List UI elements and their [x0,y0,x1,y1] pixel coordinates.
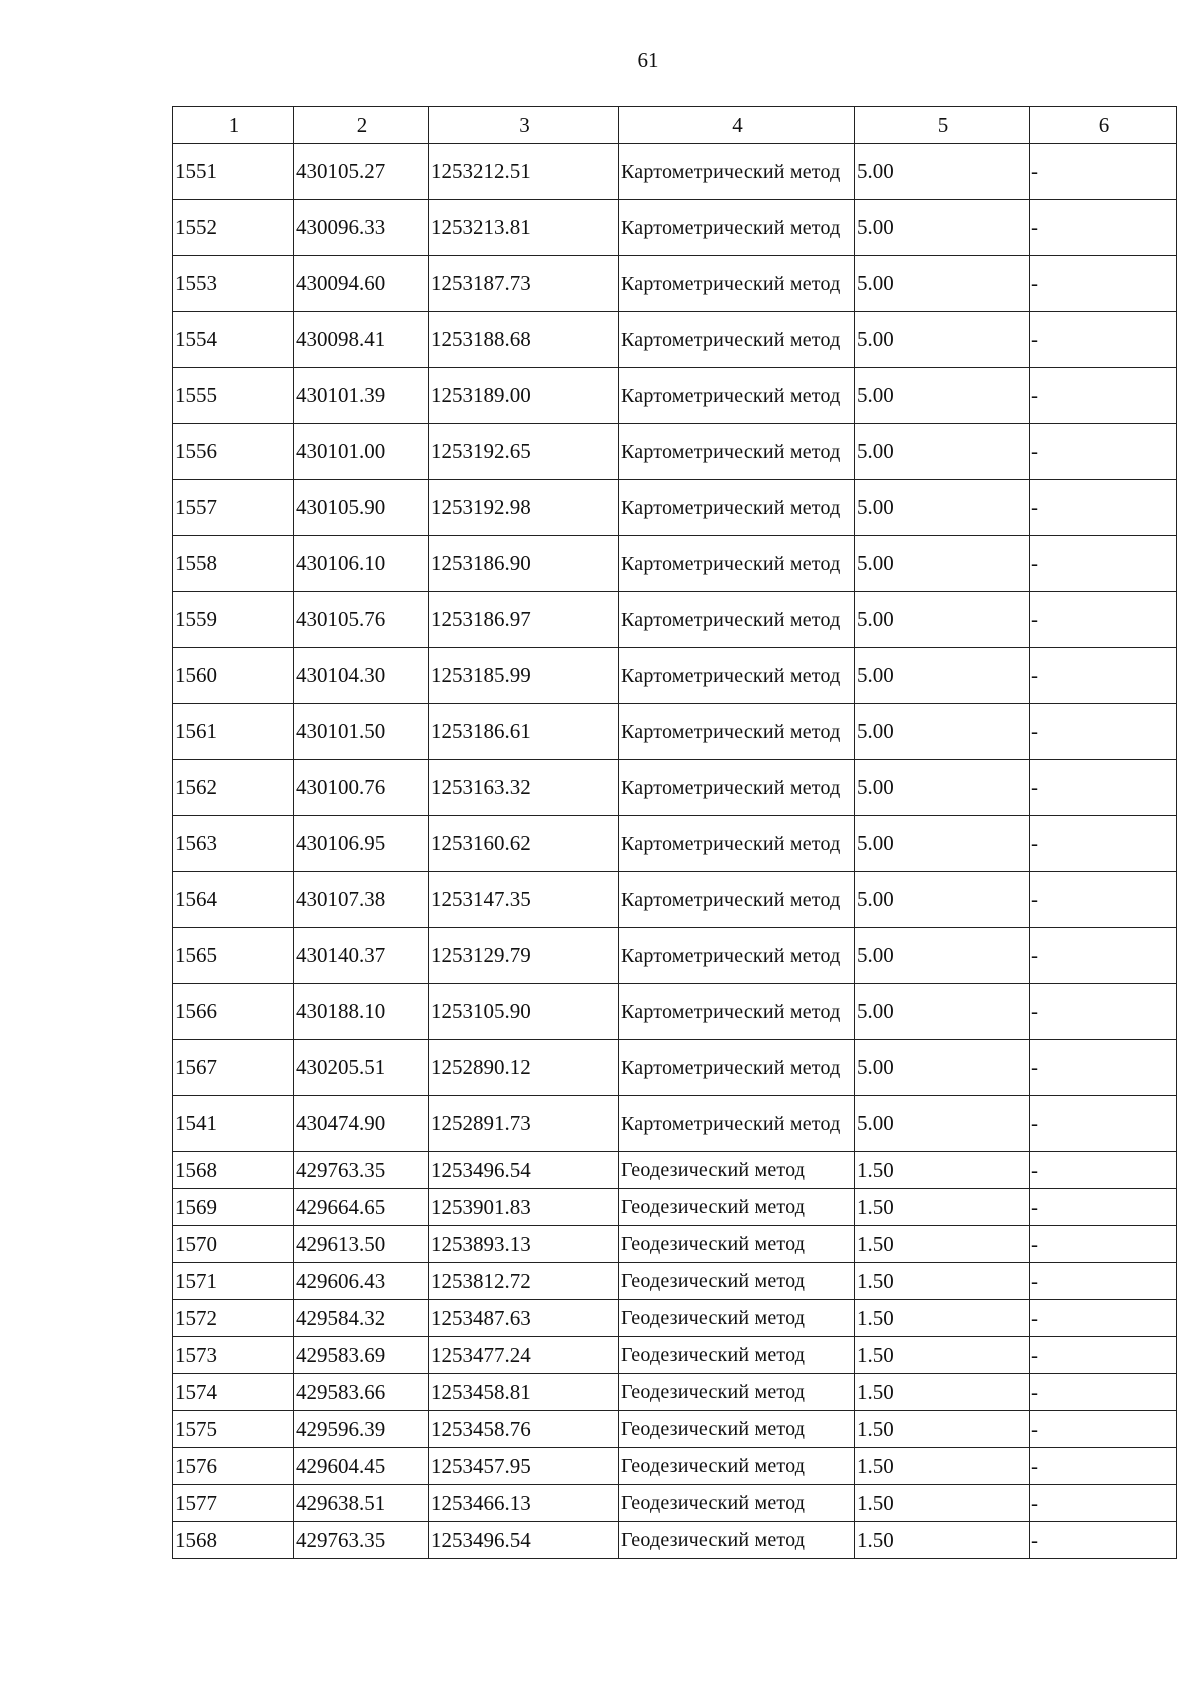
cell-accuracy: 5.00 [855,536,1030,592]
cell-coordinate-x: 430106.95 [294,816,429,872]
cell-accuracy: 5.00 [855,480,1030,536]
cell-method: Геодезический метод [619,1411,855,1448]
table-row [173,1040,1177,1096]
cell-note: - [1030,424,1177,480]
cell-accuracy: 5.00 [855,256,1030,312]
cell-coordinate-x: 430105.27 [294,144,429,200]
cell-point-number: 1576 [173,1448,294,1485]
table-row [173,760,1177,816]
coordinates-table [172,106,1177,1559]
cell-accuracy: 5.00 [855,760,1030,816]
cell-accuracy: 5.00 [855,1096,1030,1152]
cell-accuracy: 1.50 [855,1448,1030,1485]
cell-coordinate-y: 1253185.99 [429,648,619,704]
cell-method: Картометрический метод [619,816,855,872]
cell-coordinate-y: 1253496.54 [429,1522,619,1559]
cell-accuracy: 5.00 [855,424,1030,480]
cell-method: Картометрический метод [619,200,855,256]
cell-point-number: 1574 [173,1374,294,1411]
cell-coordinate-y: 1253189.00 [429,368,619,424]
cell-coordinate-y: 1253893.13 [429,1226,619,1263]
table-row [173,1096,1177,1152]
cell-coordinate-y: 1253105.90 [429,984,619,1040]
table-row [173,144,1177,200]
cell-method: Картометрический метод [619,144,855,200]
cell-coordinate-x: 430096.33 [294,200,429,256]
cell-coordinate-x: 430105.90 [294,480,429,536]
header-col-3: 3 [429,107,619,144]
cell-accuracy: 5.00 [855,144,1030,200]
cell-point-number: 1577 [173,1485,294,1522]
page-number: 61 [637,48,659,72]
cell-coordinate-x: 430101.39 [294,368,429,424]
cell-note: - [1030,704,1177,760]
cell-point-number: 1568 [173,1522,294,1559]
cell-point-number: 1559 [173,592,294,648]
cell-accuracy: 1.50 [855,1152,1030,1189]
table-row [173,592,1177,648]
cell-accuracy: 5.00 [855,928,1030,984]
cell-note: - [1030,312,1177,368]
cell-point-number: 1552 [173,200,294,256]
cell-point-number: 1554 [173,312,294,368]
cell-accuracy: 1.50 [855,1337,1030,1374]
cell-coordinate-y: 1253213.81 [429,200,619,256]
cell-method: Геодезический метод [619,1226,855,1263]
table-row [173,984,1177,1040]
cell-coordinate-y: 1253186.90 [429,536,619,592]
table-row [173,1374,1177,1411]
cell-coordinate-x: 429584.32 [294,1300,429,1337]
table-row [173,1485,1177,1522]
cell-coordinate-x: 429613.50 [294,1226,429,1263]
table-row [173,200,1177,256]
cell-coordinate-x: 429583.69 [294,1337,429,1374]
cell-point-number: 1541 [173,1096,294,1152]
cell-coordinate-x: 429596.39 [294,1411,429,1448]
cell-note: - [1030,1374,1177,1411]
table-body [173,144,1177,1559]
cell-point-number: 1575 [173,1411,294,1448]
cell-point-number: 1564 [173,872,294,928]
cell-accuracy: 1.50 [855,1522,1030,1559]
cell-note: - [1030,256,1177,312]
cell-note: - [1030,200,1177,256]
table-row [173,256,1177,312]
cell-coordinate-y: 1253212.51 [429,144,619,200]
cell-accuracy: 5.00 [855,1040,1030,1096]
cell-accuracy: 5.00 [855,368,1030,424]
cell-coordinate-x: 430105.76 [294,592,429,648]
cell-note: - [1030,1226,1177,1263]
table-row [173,312,1177,368]
cell-method: Картометрический метод [619,424,855,480]
cell-point-number: 1573 [173,1337,294,1374]
cell-method: Геодезический метод [619,1522,855,1559]
cell-point-number: 1553 [173,256,294,312]
cell-coordinate-x: 430101.00 [294,424,429,480]
table-row [173,1300,1177,1337]
cell-coordinate-x: 430205.51 [294,1040,429,1096]
cell-point-number: 1556 [173,424,294,480]
coordinates-table-container [172,106,1176,1559]
cell-coordinate-x: 430140.37 [294,928,429,984]
cell-point-number: 1561 [173,704,294,760]
cell-accuracy: 1.50 [855,1374,1030,1411]
cell-note: - [1030,1337,1177,1374]
cell-coordinate-x: 430107.38 [294,872,429,928]
cell-method: Картометрический метод [619,984,855,1040]
cell-accuracy: 5.00 [855,872,1030,928]
cell-coordinate-x: 430474.90 [294,1096,429,1152]
cell-accuracy: 1.50 [855,1263,1030,1300]
cell-coordinate-x: 430106.10 [294,536,429,592]
cell-method: Картометрический метод [619,256,855,312]
cell-note: - [1030,1189,1177,1226]
cell-point-number: 1567 [173,1040,294,1096]
cell-coordinate-y: 1253129.79 [429,928,619,984]
cell-accuracy: 5.00 [855,648,1030,704]
table-row [173,1522,1177,1559]
cell-coordinate-y: 1253163.32 [429,760,619,816]
cell-note: - [1030,648,1177,704]
cell-accuracy: 5.00 [855,200,1030,256]
cell-note: - [1030,1448,1177,1485]
cell-coordinate-y: 1252890.12 [429,1040,619,1096]
cell-point-number: 1562 [173,760,294,816]
cell-point-number: 1568 [173,1152,294,1189]
cell-coordinate-y: 1253192.65 [429,424,619,480]
table-row [173,872,1177,928]
cell-accuracy: 5.00 [855,592,1030,648]
cell-coordinate-y: 1253457.95 [429,1448,619,1485]
cell-method: Геодезический метод [619,1263,855,1300]
cell-point-number: 1569 [173,1189,294,1226]
cell-method: Картометрический метод [619,760,855,816]
cell-method: Картометрический метод [619,928,855,984]
cell-note: - [1030,1300,1177,1337]
cell-note: - [1030,1411,1177,1448]
cell-method: Геодезический метод [619,1152,855,1189]
cell-accuracy: 1.50 [855,1300,1030,1337]
cell-coordinate-y: 1253192.98 [429,480,619,536]
table-row [173,368,1177,424]
cell-method: Картометрический метод [619,368,855,424]
cell-method: Геодезический метод [619,1485,855,1522]
cell-method: Картометрический метод [619,704,855,760]
table-row [173,1152,1177,1189]
cell-accuracy: 1.50 [855,1485,1030,1522]
cell-point-number: 1551 [173,144,294,200]
table-row [173,928,1177,984]
cell-coordinate-x: 430101.50 [294,704,429,760]
cell-method: Геодезический метод [619,1300,855,1337]
cell-coordinate-x: 429763.35 [294,1152,429,1189]
cell-accuracy: 1.50 [855,1189,1030,1226]
header-col-4: 4 [619,107,855,144]
cell-point-number: 1565 [173,928,294,984]
header-col-2: 2 [294,107,429,144]
cell-coordinate-y: 1252891.73 [429,1096,619,1152]
cell-method: Геодезический метод [619,1374,855,1411]
table-row [173,1337,1177,1374]
cell-method: Геодезический метод [619,1448,855,1485]
cell-note: - [1030,872,1177,928]
cell-note: - [1030,368,1177,424]
cell-coordinate-y: 1253186.61 [429,704,619,760]
cell-note: - [1030,984,1177,1040]
cell-accuracy: 5.00 [855,984,1030,1040]
table-row [173,1226,1177,1263]
cell-coordinate-x: 430094.60 [294,256,429,312]
cell-note: - [1030,760,1177,816]
cell-method: Картометрический метод [619,592,855,648]
table-row [173,1189,1177,1226]
cell-coordinate-y: 1253496.54 [429,1152,619,1189]
cell-coordinate-x: 430104.30 [294,648,429,704]
cell-method: Геодезический метод [619,1337,855,1374]
cell-point-number: 1558 [173,536,294,592]
table-header-row [173,107,1177,144]
cell-coordinate-x: 429604.45 [294,1448,429,1485]
cell-point-number: 1555 [173,368,294,424]
header-col-6: 6 [1030,107,1177,144]
header-col-1: 1 [173,107,294,144]
cell-accuracy: 1.50 [855,1226,1030,1263]
cell-coordinate-y: 1253187.73 [429,256,619,312]
table-row [173,816,1177,872]
cell-coordinate-y: 1253188.68 [429,312,619,368]
cell-accuracy: 5.00 [855,312,1030,368]
cell-coordinate-y: 1253901.83 [429,1189,619,1226]
cell-point-number: 1560 [173,648,294,704]
cell-coordinate-y: 1253812.72 [429,1263,619,1300]
cell-point-number: 1566 [173,984,294,1040]
cell-method: Картометрический метод [619,312,855,368]
table-row [173,536,1177,592]
cell-note: - [1030,1485,1177,1522]
cell-note: - [1030,1096,1177,1152]
header-col-5: 5 [855,107,1030,144]
cell-coordinate-y: 1253458.76 [429,1411,619,1448]
cell-note: - [1030,816,1177,872]
table-row [173,648,1177,704]
table-row [173,1411,1177,1448]
cell-accuracy: 5.00 [855,816,1030,872]
cell-coordinate-x: 430098.41 [294,312,429,368]
table-row [173,1448,1177,1485]
table-row [173,424,1177,480]
cell-coordinate-x: 429664.65 [294,1189,429,1226]
cell-coordinate-y: 1253466.13 [429,1485,619,1522]
cell-note: - [1030,144,1177,200]
cell-method: Картометрический метод [619,480,855,536]
cell-coordinate-x: 429763.35 [294,1522,429,1559]
cell-coordinate-y: 1253186.97 [429,592,619,648]
cell-method: Геодезический метод [619,1189,855,1226]
cell-coordinate-y: 1253487.63 [429,1300,619,1337]
cell-point-number: 1572 [173,1300,294,1337]
cell-point-number: 1563 [173,816,294,872]
cell-point-number: 1571 [173,1263,294,1300]
cell-coordinate-y: 1253477.24 [429,1337,619,1374]
cell-note: - [1030,536,1177,592]
cell-note: - [1030,1040,1177,1096]
cell-note: - [1030,928,1177,984]
table-row [173,480,1177,536]
cell-method: Картометрический метод [619,1040,855,1096]
table-row [173,704,1177,760]
cell-coordinate-y: 1253160.62 [429,816,619,872]
cell-coordinate-y: 1253458.81 [429,1374,619,1411]
cell-method: Картометрический метод [619,536,855,592]
cell-coordinate-x: 429638.51 [294,1485,429,1522]
cell-note: - [1030,592,1177,648]
cell-coordinate-x: 430100.76 [294,760,429,816]
cell-accuracy: 1.50 [855,1411,1030,1448]
cell-note: - [1030,480,1177,536]
cell-method: Картометрический метод [619,872,855,928]
cell-note: - [1030,1152,1177,1189]
cell-coordinate-y: 1253147.35 [429,872,619,928]
table-row [173,1263,1177,1300]
cell-coordinate-x: 429583.66 [294,1374,429,1411]
cell-method: Картометрический метод [619,1096,855,1152]
cell-accuracy: 5.00 [855,704,1030,760]
cell-coordinate-x: 429606.43 [294,1263,429,1300]
cell-method: Картометрический метод [619,648,855,704]
cell-note: - [1030,1522,1177,1559]
cell-point-number: 1557 [173,480,294,536]
cell-coordinate-x: 430188.10 [294,984,429,1040]
cell-note: - [1030,1263,1177,1300]
cell-point-number: 1570 [173,1226,294,1263]
